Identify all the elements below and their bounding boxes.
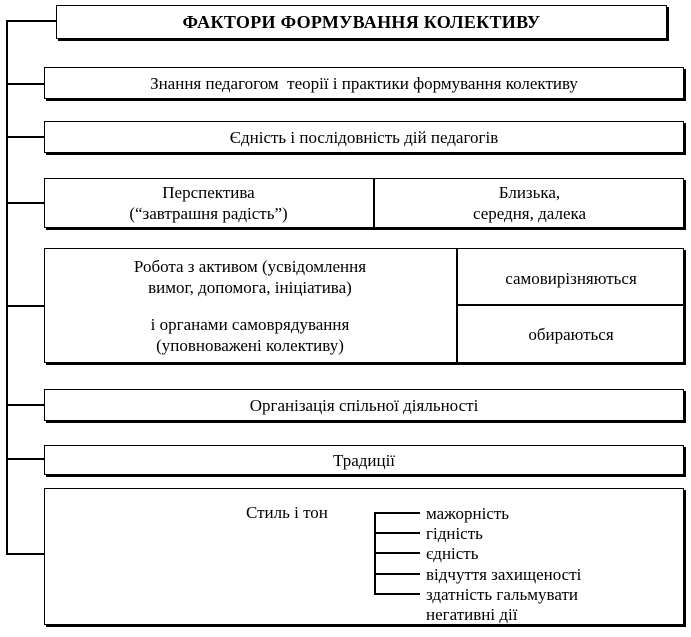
connector-style <box>6 553 44 555</box>
connector-knowledge <box>6 83 44 85</box>
style-bracket-tick-5 <box>374 593 420 595</box>
diagram-title: ФАКТОРИ ФОРМУВАННЯ КОЛЕКТИВУ <box>182 11 541 32</box>
factor-style-box <box>44 488 684 625</box>
style-label: Стиль і тон <box>246 503 328 522</box>
factor-traditions-text: Традиції <box>332 450 396 470</box>
style-item-dignity: гідність <box>426 524 483 543</box>
style-item-majorness: мажорність <box>426 504 510 523</box>
factor-joint-activity-box <box>44 389 684 421</box>
connector-perspective <box>6 202 44 204</box>
style-item-security: відчуття захищеності <box>426 565 582 584</box>
connector-traditions <box>6 458 44 460</box>
activ-elected-text: обираються <box>528 325 614 344</box>
title-box <box>56 5 667 39</box>
activ-work-text: Робота з активом (усвідомлення вимог, допомога, ініціатива) <box>133 257 367 297</box>
style-item-unity: єдність <box>426 544 479 563</box>
activ-selfgov-text: і органами самоврядування (уповноважені колективу) <box>150 315 350 355</box>
style-bracket-tick-1 <box>374 512 420 514</box>
perspective-label: Перспектива (“завтрашня радість”) <box>129 183 288 223</box>
factor-joint-activity-text: Організація спільної діяльності <box>249 395 479 415</box>
connector-title <box>6 20 56 22</box>
activ-self-select-text: самовирізняються <box>505 268 637 288</box>
factor-knowledge-text: Знання педагогом теорії і практики формування колективу <box>150 73 578 93</box>
factor-traditions-box <box>44 445 684 475</box>
factor-unity-box <box>44 121 684 153</box>
connector-unity <box>6 136 44 138</box>
perspective-range: Близька, середня, далека <box>472 183 587 223</box>
connector-activ <box>6 305 44 307</box>
style-item-restraint: здатність гальмувати негативні дії <box>426 585 578 624</box>
factor-unity-text: Єдність і послідовність дій педагогів <box>229 127 499 147</box>
spine-line <box>6 20 8 555</box>
factor-knowledge-box <box>44 67 684 99</box>
connector-joint-activity <box>6 404 44 406</box>
style-bracket-tick-3 <box>374 552 420 554</box>
style-bracket-tick-2 <box>374 532 420 534</box>
style-bracket-tick-4 <box>374 573 420 575</box>
